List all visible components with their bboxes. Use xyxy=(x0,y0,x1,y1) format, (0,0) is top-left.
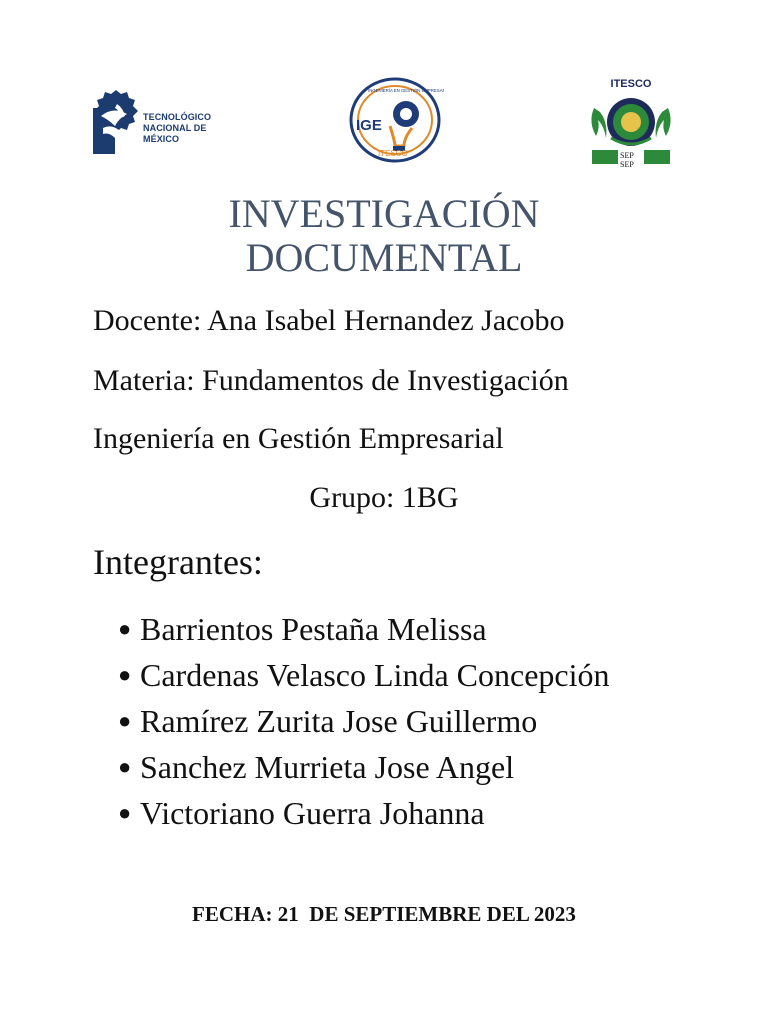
member-name: Cardenas Velasco Linda Concepción xyxy=(140,657,610,693)
itesco-logo xyxy=(584,78,678,170)
ige-bottom-text: ITESCO xyxy=(378,149,408,158)
member-name: Sanchez Murrieta Jose Angel xyxy=(140,749,515,785)
date-line: FECHA: 21 DE SEPTIEMBRE DEL 2023 xyxy=(192,902,576,926)
member-name: Ramírez Zurita Jose Guillermo xyxy=(140,703,538,739)
list-item xyxy=(118,698,638,744)
tecnm-line1: TECNOLÓGICO xyxy=(143,112,212,122)
members-list xyxy=(118,606,638,836)
docente-line: Docente: Ana Isabel Hernandez Jacobo xyxy=(93,304,565,337)
ige-logo xyxy=(346,76,444,164)
list-item xyxy=(118,790,638,836)
itesco-emblem-icon xyxy=(584,78,678,170)
sep-label-2: SEP xyxy=(620,160,634,169)
integrantes-heading: Integrantes: xyxy=(93,542,263,582)
list-item xyxy=(118,744,638,790)
tecnm-emblem-icon xyxy=(93,88,139,154)
itesco-label: ITESCO xyxy=(610,78,652,90)
document-title xyxy=(0,192,768,280)
bullet-icon: ● xyxy=(118,754,132,779)
carrera-line: Ingeniería en Gestión Empresarial xyxy=(93,422,504,455)
bullet-icon: ● xyxy=(118,616,132,641)
tecnm-name xyxy=(143,112,243,145)
title-line1: INVESTIGACIÓN xyxy=(228,191,540,236)
member-name: Victoriano Guerra Johanna xyxy=(140,795,485,831)
materia-line: Materia: Fundamentos de Investigación xyxy=(93,364,569,397)
tecnm-logo xyxy=(93,88,243,154)
sep-label: SEP xyxy=(620,151,634,160)
grupo-line: Grupo: 1BG xyxy=(309,481,459,514)
ige-arc-text: INGENIERÍA EN GESTIÓN EMPRESARIAL xyxy=(368,88,444,93)
ige-emblem-icon xyxy=(346,76,444,164)
list-item xyxy=(118,606,638,652)
member-name: Barrientos Pestaña Melissa xyxy=(140,611,487,647)
bullet-icon: ● xyxy=(118,662,132,687)
bullet-icon: ● xyxy=(118,708,132,733)
ige-label: IGE xyxy=(356,117,382,134)
bullet-icon: ● xyxy=(118,800,132,825)
title-line2: DOCUMENTAL xyxy=(245,235,523,280)
list-item xyxy=(118,652,638,698)
tecnm-line2: NACIONAL DE MÉXICO xyxy=(143,123,207,144)
